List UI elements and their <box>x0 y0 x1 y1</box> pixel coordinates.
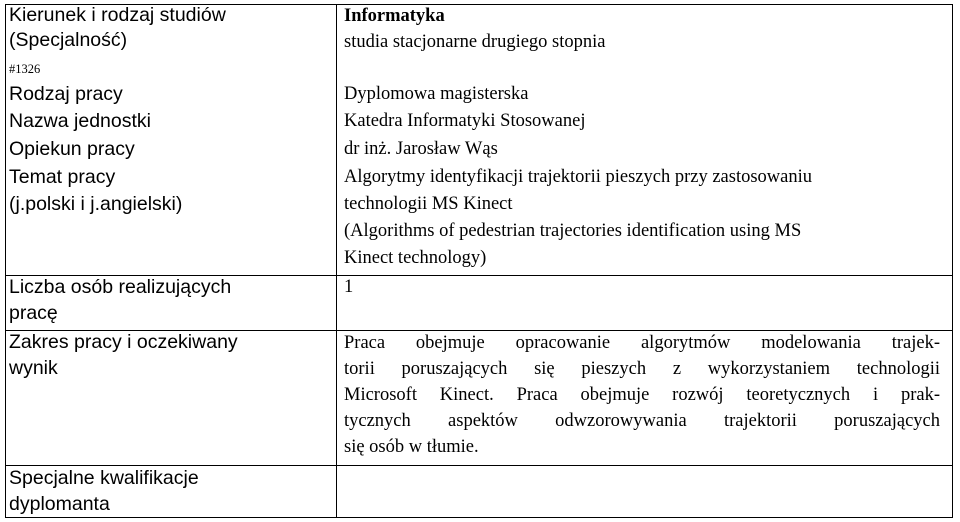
label-topic-languages: (j.polski i j.angielski) <box>9 193 183 215</box>
label-specialization: (Specjalność) <box>9 29 128 51</box>
topic-line: Kinect technology) <box>344 248 487 268</box>
label-special-qualifications-cont: dyplomanta <box>9 493 110 515</box>
topic-line: Algorytmy identyfikacji trajektorii pieszych przy zastosowaniu <box>344 167 813 187</box>
scope-line: Praca obejmuje opracowanie algorytmów modelowania trajek- <box>344 333 940 353</box>
label-thesis-topic: Temat pracy <box>9 166 116 188</box>
column-divider <box>336 5 337 517</box>
value-field-of-study: Informatyka <box>344 6 445 26</box>
label-number-of-authors-cont: pracę <box>9 302 58 324</box>
value-number-of-authors: 1 <box>344 277 354 297</box>
label-special-qualifications: Specjalne kwalifikacje <box>9 467 199 489</box>
topic-line: (Algorithms of pedestrian trajectories identification using MS <box>344 221 802 241</box>
topic-line: technologii MS Kinect <box>344 194 513 214</box>
scope-line: torii poruszających się pieszych z wykorzystaniem technologii <box>344 359 940 379</box>
record-id: #1326 <box>9 62 41 76</box>
scope-line: Microsoft Kinect. Praca obejmuje rozwój teoretycznych i prak- <box>344 385 940 405</box>
scope-line: się osób w tłumie. <box>344 437 479 457</box>
label-scope-cont: wynik <box>9 357 58 379</box>
label-number-of-authors: Liczba osób realizujących <box>9 276 232 298</box>
value-supervisor: dr inż. Jarosław Wąs <box>344 139 498 159</box>
value-thesis-type: Dyplomowa magisterska <box>344 84 529 104</box>
value-unit-name: Katedra Informatyki Stosowanej <box>344 111 586 131</box>
label-thesis-type: Rodzaj pracy <box>9 83 123 105</box>
label-unit-name: Nazwa jednostki <box>9 110 151 132</box>
label-field-of-study: Kierunek i rodzaj studiów <box>9 4 226 26</box>
label-scope: Zakres pracy i oczekiwany <box>9 331 238 353</box>
label-supervisor: Opiekun pracy <box>9 138 135 160</box>
scope-line: tycznych aspektów odwzorowywania trajektorii poruszających <box>344 411 940 431</box>
value-study-mode: studia stacjonarne drugiego stopnia <box>344 32 606 52</box>
